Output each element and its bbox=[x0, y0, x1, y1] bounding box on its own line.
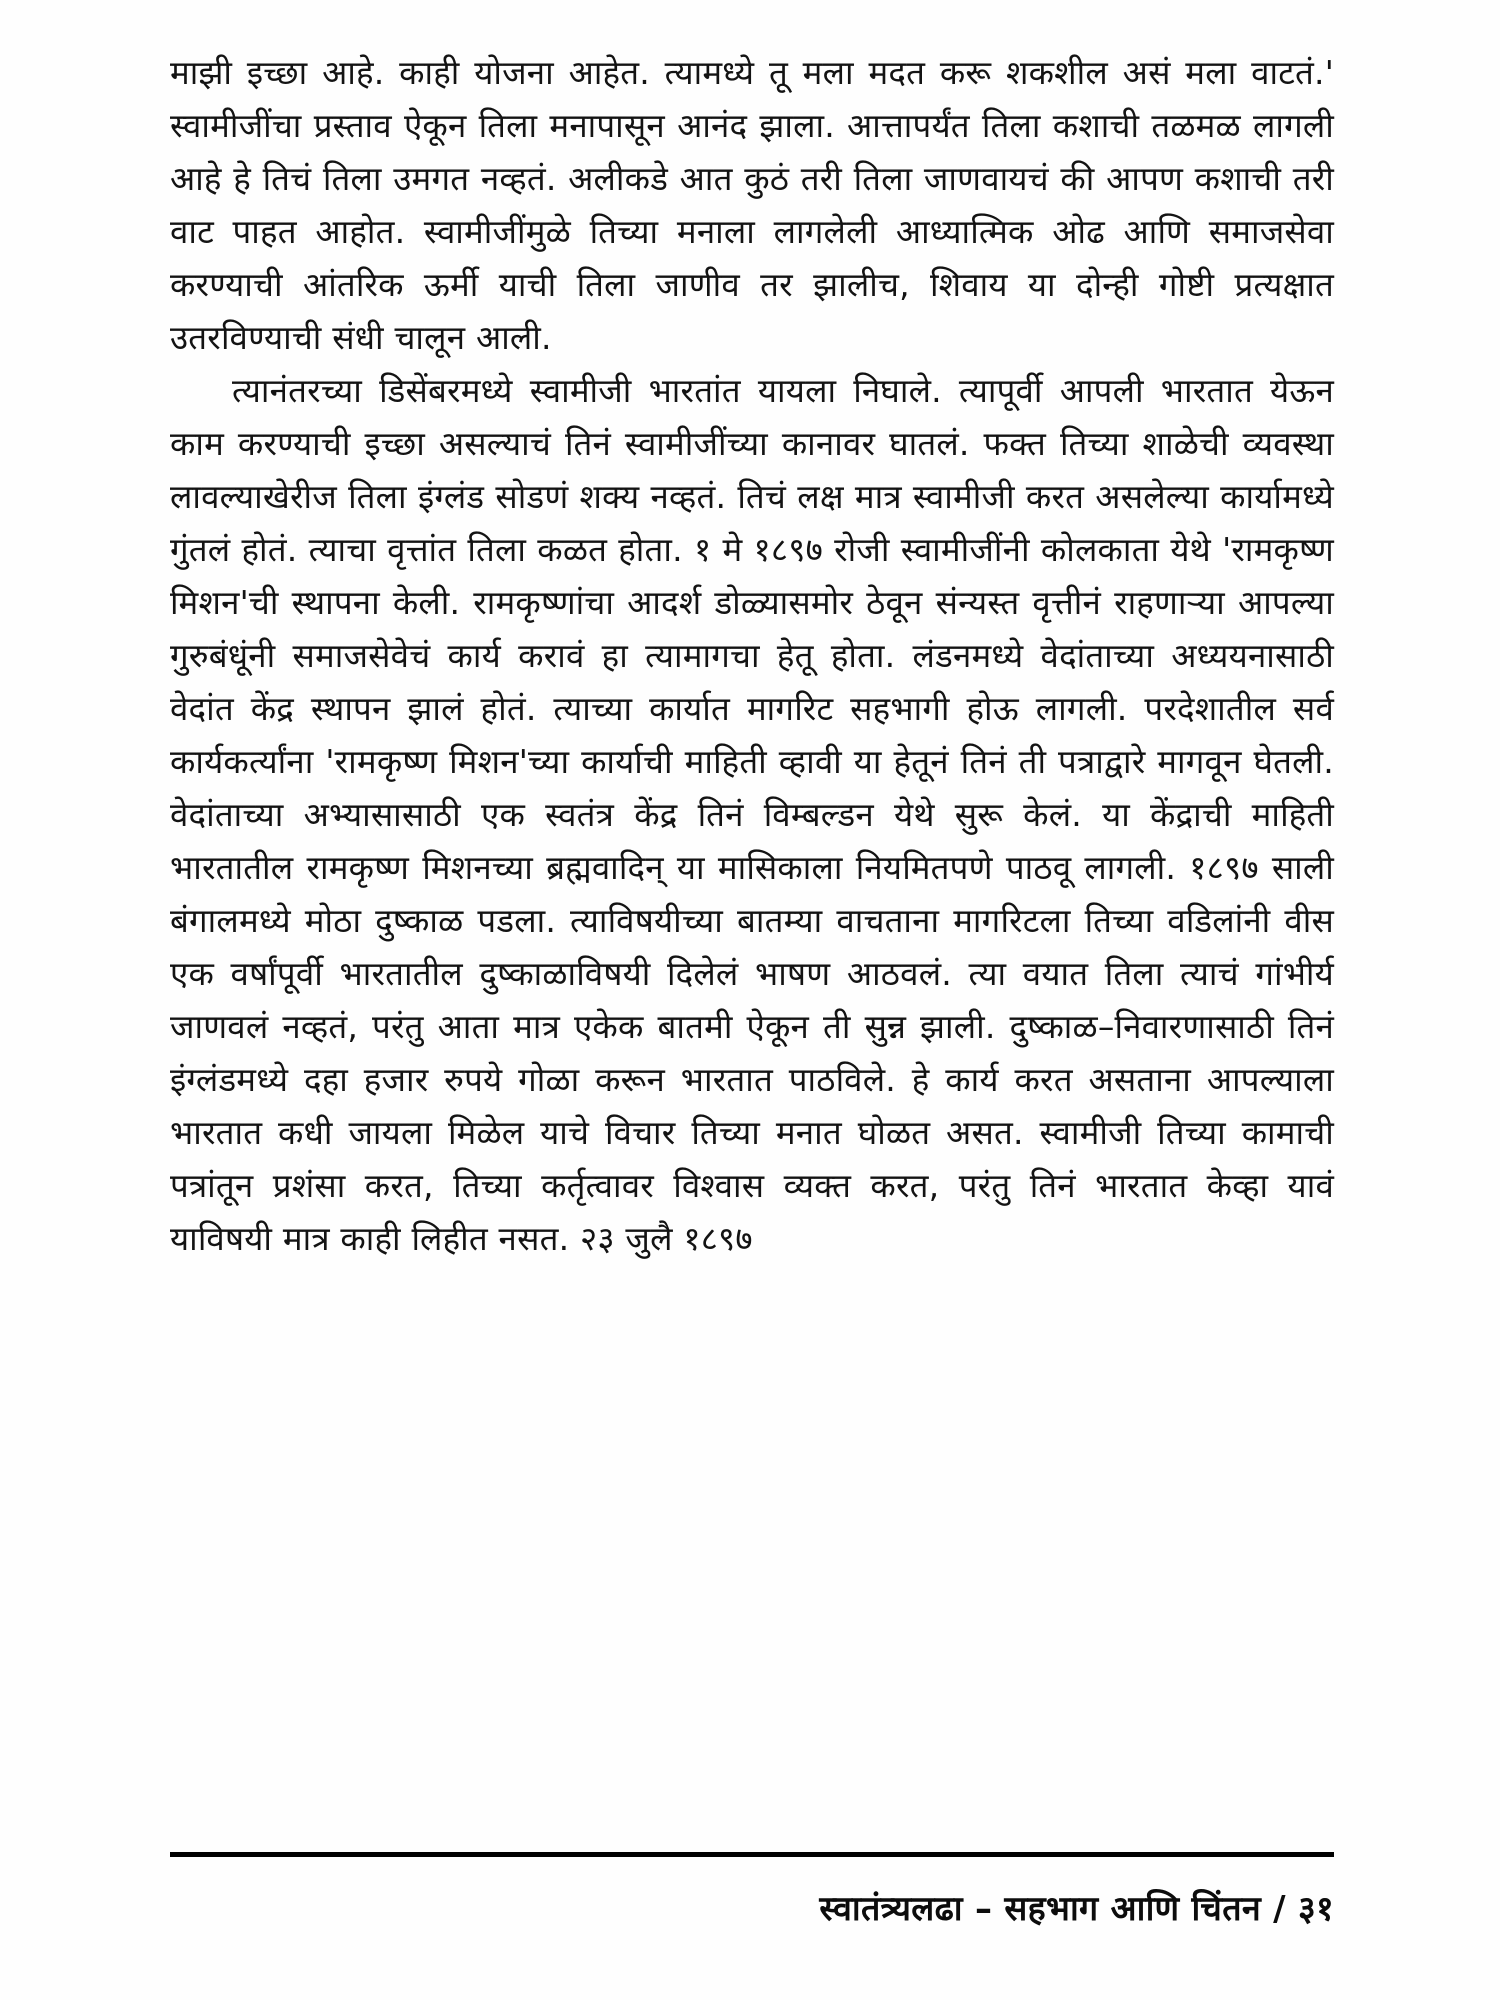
footer-book-title-and-page-number: स्वातंत्र्यलढा – सहभाग आणि चिंतन / ३१ bbox=[819, 1889, 1334, 1929]
paragraph-2: त्यानंतरच्या डिसेंबरमध्ये स्वामीजी भारतांत यायला निघाले. त्यापूर्वी आपली भारतात येऊन काम करण्याची इच्छा असल्याचं तिनं स्वामीजींच्या कानावर घातलं. फक्त तिच्या शाळेची व्यवस्था लावल्याखेरीज तिला इंग्लंड सोडणं शक्य नव्हतं. तिचं लक्ष मात्र स्वामीजी करत असलेल्या कार्यामध्ये गुंतलं होतं. त्याचा वृत्तांत तिला कळत होता. १ मे १८९७ रोजी स्वामीजींनी कोलकाता येथे 'रामकृष्ण मिशन'ची स्थापना केली. रामकृष्णांचा आदर्श डोळ्यासमोर ठेवून संन्यस्त वृत्तीनं राहणाऱ्या आपल्या गुरुबंधूंनी समाजसेवेचं कार्य करावं हा त्यामागचा हेतू होता. लंडनमध्ये वेदांताच्या अध्ययनासाठी वेदांत केंद्र स्थापन झालं होतं. त्याच्या कार्यात मागरिट सहभागी होऊ लागली. परदेशातील सर्व कार्यकर्त्यांना 'रामकृष्ण मिशन'च्या कार्याची माहिती व्हावी या हेतूनं तिनं ती पत्राद्वारे मागवून घेतली. वेदांताच्या अभ्यासासाठी एक स्वतंत्र केंद्र तिनं विम्बल्डन येथे सुरू केलं. या केंद्राची माहिती भारतातील रामकृष्ण मिशनच्या ब्रह्मवादिन् या मासिकाला नियमितपणे पाठवू लागली. १८९७ साली बंगालमध्ये मोठा दुष्काळ पडला. त्याविषयीच्या बातम्या वाचताना मागरिटला तिच्या वडिलांनी वीस एक वर्षांपूर्वी भारतातील दुष्काळाविषयी दिलेलं भाषण आठवलं. त्या वयात तिला त्याचं गांभीर्य जाणवलं नव्हतं, परंतु आता मात्र एकेक बातमी ऐकून ती सुन्न झाली. दुष्काळ–निवारणासाठी तिनं इंग्लंडमध्ये दहा हजार रुपये गोळा करून भारतात पाठविले. हे कार्य करत असताना आपल्याला भारतात कधी जायला मिळेल याचे विचार तिच्या मनात घोळत असत. स्वामीजी तिच्या कामाची पत्रांतून प्रशंसा करत, तिच्या कर्तृत्वावर विश्वास व्यक्त करत, परंतु तिनं भारतात केव्हा यावं याविषयी मात्र काही लिहीत नसत. २३ जुलै १८९७ bbox=[170, 371, 1334, 1258]
page-text-block bbox=[170, 46, 1334, 1265]
footer-divider-line bbox=[170, 1852, 1334, 1857]
paragraph-1: माझी इच्छा आहे. काही योजना आहेत. त्यामध्ये तू मला मदत करू शकशील असं मला वाटतं.' स्वामीजींचा प्रस्ताव ऐकून तिला मनापासून आनंद झाला. आत्तापर्यंत तिला कशाची तळमळ लागली आहे हे तिचं तिला उमगत नव्हतं. अलीकडे आत कुठं तरी तिला जाणवायचं की आपण कशाची तरी वाट पाहत आहोत. स्वामीजींमुळे तिच्या मनाला लागलेली आध्यात्मिक ओढ आणि समाजसेवा करण्याची आंतरिक ऊर्मी याची तिला जाणीव तर झालीच, शिवाय या दोन्ही गोष्टी प्रत्यक्षात उतरविण्याची संधी चालून आली. bbox=[170, 53, 1334, 357]
